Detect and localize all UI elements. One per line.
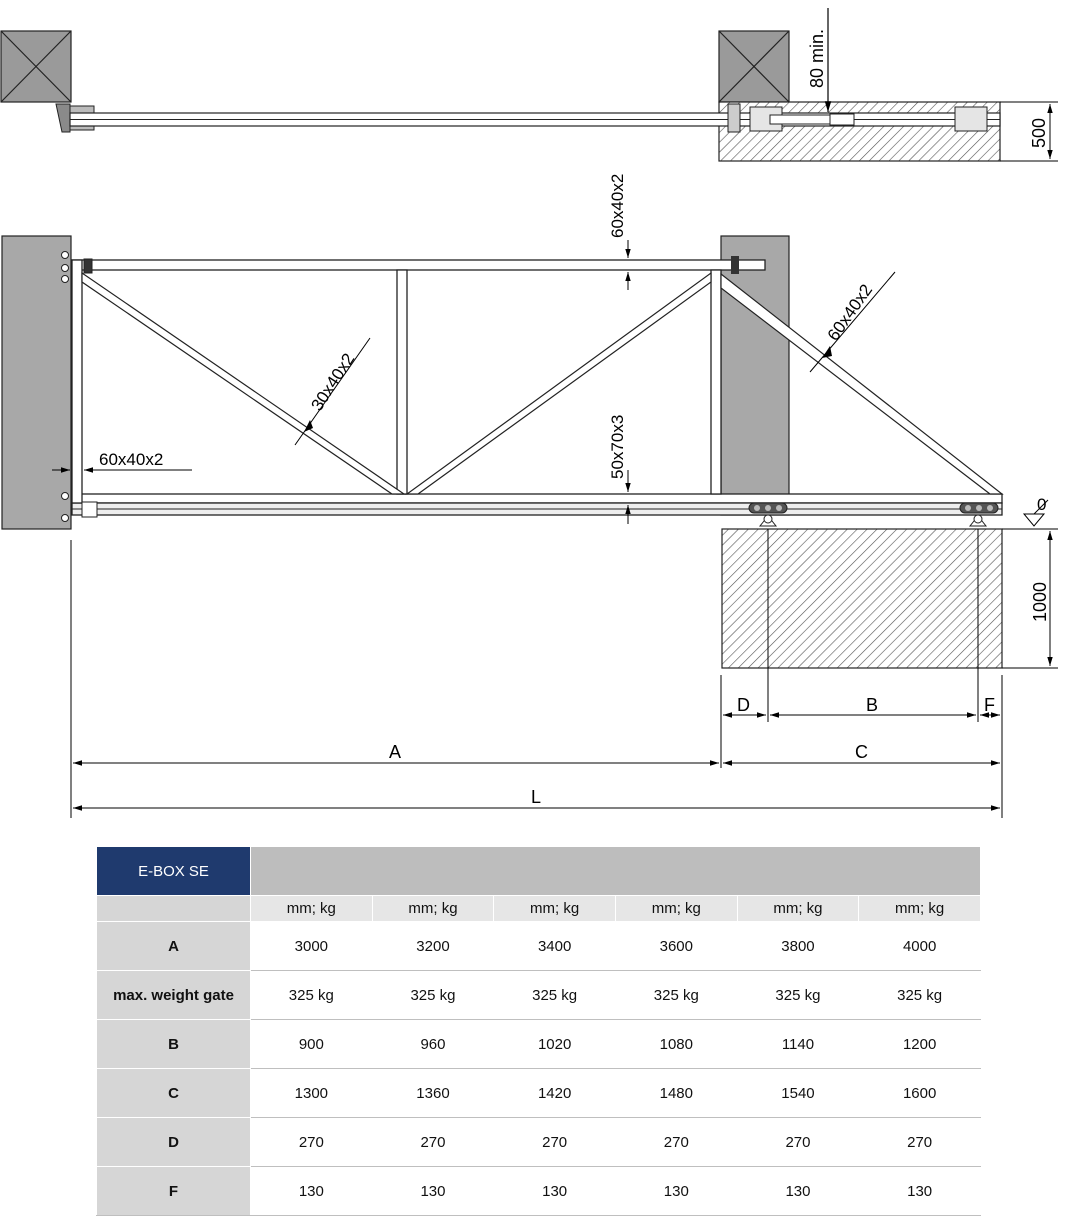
row-label: A	[97, 922, 251, 971]
row-label: C	[97, 1069, 251, 1118]
left-pillar	[2, 236, 71, 529]
units-row	[97, 896, 981, 922]
table-cell: 270	[251, 1118, 373, 1167]
foundation-depth-label: 1000	[1030, 581, 1050, 622]
table-cell: 270	[372, 1118, 494, 1167]
row-label: D	[97, 1118, 251, 1167]
left-stop-bracket	[56, 104, 70, 132]
unit-cell: mm; kg	[859, 896, 981, 922]
table-cell: 1020	[494, 1020, 616, 1069]
profile-bottom-label: 50x70x3	[608, 414, 627, 479]
table-cell: 1360	[372, 1069, 494, 1118]
table-cell: 3800	[737, 922, 859, 971]
level-mark-label: 0	[1037, 495, 1047, 514]
table-row	[97, 1020, 981, 1069]
table-cell: 130	[251, 1167, 373, 1216]
elevation-view	[2, 174, 1058, 818]
table-cell: 3000	[251, 922, 373, 971]
table-row	[97, 1118, 981, 1167]
row-label: B	[97, 1020, 251, 1069]
table-cell: 960	[372, 1020, 494, 1069]
middle-stile	[397, 270, 407, 494]
table-cell: 325 kg	[615, 971, 737, 1020]
table-cell: 270	[615, 1118, 737, 1167]
table-cell: 900	[251, 1020, 373, 1069]
header-fill	[251, 847, 981, 896]
table-row	[97, 922, 981, 971]
table-cell: 270	[737, 1118, 859, 1167]
table-cell: 3600	[615, 922, 737, 971]
table-cell: 130	[372, 1167, 494, 1216]
product-name: E-BOX SE	[97, 847, 251, 896]
table-cell: 1420	[494, 1069, 616, 1118]
table-cell: 130	[859, 1167, 981, 1216]
table-cell: 3200	[372, 922, 494, 971]
table-cell: 130	[494, 1167, 616, 1216]
dim-A-label: A	[389, 742, 402, 762]
dim-L-label: L	[531, 787, 542, 807]
profile-post-label: 60x40x2	[99, 450, 164, 469]
profile-diag-left-label: 30x40x2	[307, 349, 359, 415]
dim-F-label: F	[984, 695, 995, 715]
table-row	[97, 971, 981, 1020]
right-stile	[711, 270, 721, 494]
table-row	[97, 1167, 981, 1216]
bottom-rail	[72, 494, 1002, 503]
table-cell: 270	[494, 1118, 616, 1167]
table-cell: 325 kg	[372, 971, 494, 1020]
min-gap-label: 80 min.	[807, 28, 827, 88]
table-cell: 1140	[737, 1020, 859, 1069]
row-label: F	[97, 1167, 251, 1216]
table-cell: 1200	[859, 1020, 981, 1069]
units-row-head	[97, 896, 251, 922]
table-cell: 325 kg	[859, 971, 981, 1020]
profile-diag-right-label: 60x40x2	[823, 280, 877, 345]
dim-B-label: B	[866, 695, 879, 715]
unit-cell: mm; kg	[737, 896, 859, 922]
table-cell: 3400	[494, 922, 616, 971]
unit-cell: mm; kg	[615, 896, 737, 922]
spec-table	[96, 846, 981, 1216]
table-cell: 270	[859, 1118, 981, 1167]
row-label: max. weight gate	[97, 971, 251, 1020]
table-cell: 325 kg	[737, 971, 859, 1020]
right-pillar	[721, 236, 789, 515]
plan-depth-label: 500	[1029, 117, 1049, 148]
table-cell: 325 kg	[251, 971, 373, 1020]
table-cell: 1480	[615, 1069, 737, 1118]
table-row	[97, 1069, 981, 1118]
table-cell: 1540	[737, 1069, 859, 1118]
table-cell: 130	[737, 1167, 859, 1216]
foundation	[722, 529, 1002, 668]
table-cell: 1080	[615, 1020, 737, 1069]
profile-top-label: 60x40x2	[608, 173, 627, 238]
table-cell: 130	[615, 1167, 737, 1216]
table-header-row	[97, 847, 981, 896]
diagonal-center	[407, 273, 711, 494]
unit-cell: mm; kg	[494, 896, 616, 922]
level-mark-icon	[1024, 514, 1044, 526]
plan-view	[1, 8, 1058, 161]
dim-D-label: D	[737, 695, 750, 715]
table-cell: 325 kg	[494, 971, 616, 1020]
table-cell: 1300	[251, 1069, 373, 1118]
table-cell: 4000	[859, 922, 981, 971]
dim-C-label: C	[855, 742, 868, 762]
unit-cell: mm; kg	[251, 896, 373, 922]
left-stile	[72, 260, 82, 503]
unit-cell: mm; kg	[372, 896, 494, 922]
table-cell: 1600	[859, 1069, 981, 1118]
top-rail	[72, 260, 765, 270]
